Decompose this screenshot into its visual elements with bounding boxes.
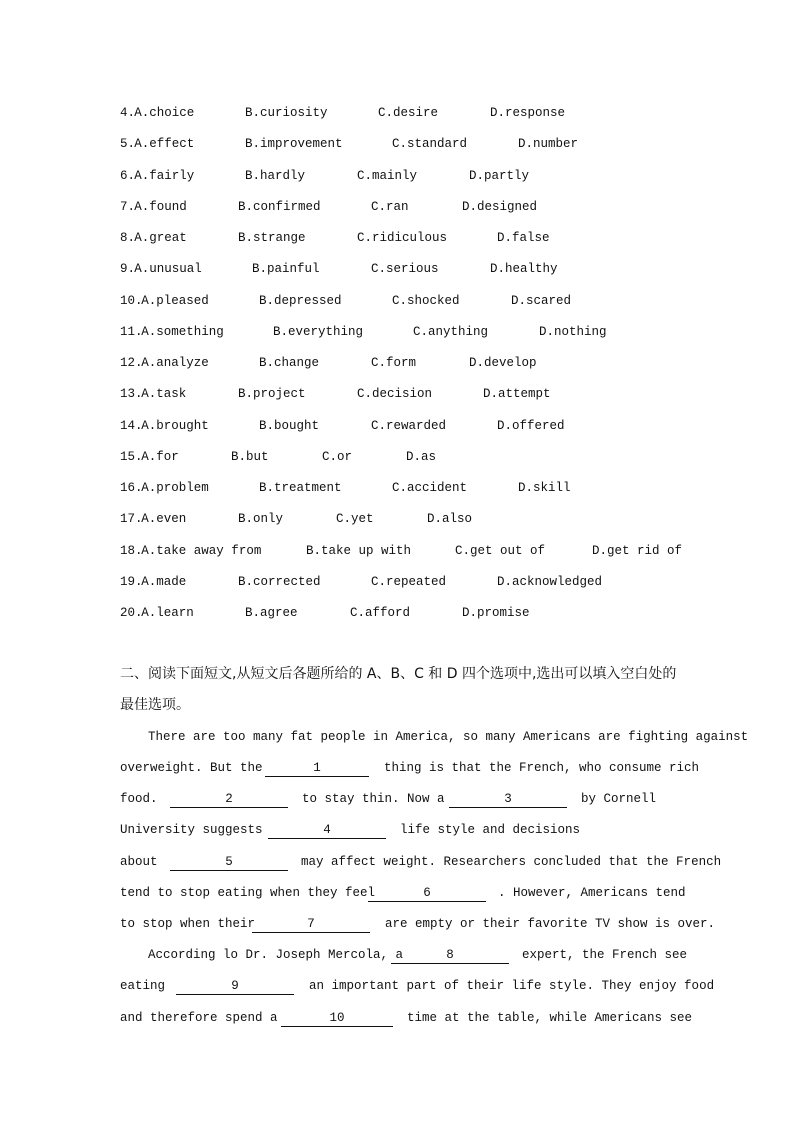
option-c: C.decision bbox=[357, 387, 433, 402]
option-row bbox=[0, 450, 794, 470]
passage-line-3 bbox=[120, 792, 676, 814]
passage-text: . However, Americans tend bbox=[498, 886, 686, 900]
option-a: A.fairly bbox=[134, 168, 195, 183]
blank-8: 8 bbox=[391, 948, 509, 964]
option-d: D.healthy bbox=[490, 262, 558, 277]
question-number: 7. bbox=[120, 199, 136, 214]
passage-line-1 bbox=[120, 730, 749, 752]
option-row bbox=[0, 606, 794, 626]
option-a: A.something bbox=[141, 324, 224, 339]
question-number: 18. bbox=[120, 543, 143, 558]
option-row bbox=[0, 325, 794, 345]
option-a: A.for bbox=[141, 449, 179, 464]
option-c: C.desire bbox=[378, 106, 439, 120]
option-b: B.everything bbox=[273, 324, 364, 339]
option-d: D.false bbox=[497, 231, 550, 245]
passage-text: eating bbox=[120, 979, 166, 993]
question-number: 13. bbox=[120, 387, 143, 402]
option-b: B.bought bbox=[259, 418, 320, 433]
option-row bbox=[0, 231, 794, 251]
question-number: 11. bbox=[120, 324, 143, 339]
option-b: B.only bbox=[238, 512, 284, 527]
option-c: C.ridiculous bbox=[357, 231, 448, 245]
blank-2: 2 bbox=[170, 792, 288, 808]
question-number: 12. bbox=[120, 356, 143, 370]
option-a: A.found bbox=[134, 199, 187, 214]
option-c: C.form bbox=[371, 356, 417, 370]
option-d: D.scared bbox=[511, 293, 572, 308]
option-a: A.pleased bbox=[141, 293, 209, 308]
passage-text: tend to stop eating when they feel bbox=[120, 886, 376, 900]
passage-text: and therefore spend a bbox=[120, 1011, 278, 1025]
passage-text: thing is that the French, who consume rich bbox=[384, 761, 700, 775]
question-number: 19. bbox=[120, 574, 143, 589]
section-heading-line2: 最佳选项。 bbox=[120, 697, 190, 713]
option-c: C.serious bbox=[371, 262, 439, 277]
question-number: 15. bbox=[120, 449, 143, 464]
passage-text: expert, the French see bbox=[522, 948, 688, 962]
option-c: C.standard bbox=[392, 137, 468, 152]
passage-text: life style and decisions bbox=[400, 823, 581, 837]
passage-text: to stop when their bbox=[120, 917, 256, 931]
passage-text: may affect weight. Researchers concluded that the French bbox=[301, 855, 722, 869]
passage-line-7 bbox=[120, 917, 716, 939]
passage-text: by Cornell bbox=[581, 792, 657, 806]
option-a: A.learn bbox=[141, 606, 194, 620]
blank-9: 9 bbox=[176, 979, 294, 995]
option-d: D.designed bbox=[462, 199, 538, 214]
option-a: A.task bbox=[141, 387, 187, 402]
passage-text: food. bbox=[120, 792, 158, 806]
option-row bbox=[0, 512, 794, 532]
option-c: C.yet bbox=[336, 512, 374, 527]
option-a: A.problem bbox=[141, 481, 209, 495]
option-d: D.response bbox=[490, 106, 566, 120]
option-d: D.skill bbox=[518, 481, 571, 495]
passage-line-8 bbox=[120, 948, 688, 970]
option-d: D.attempt bbox=[483, 387, 551, 402]
option-c: C.rewarded bbox=[371, 418, 447, 433]
option-c: C.mainly bbox=[357, 168, 418, 183]
passage-text: about bbox=[120, 855, 158, 869]
passage-text: an important part of their life style. They enjoy food bbox=[309, 979, 715, 993]
option-d: D.partly bbox=[469, 168, 530, 183]
passage-line-9 bbox=[120, 979, 715, 1001]
option-a: A.effect bbox=[134, 137, 195, 152]
option-a: A.even bbox=[141, 512, 187, 527]
passage-text: There are too many fat people in America, so many Americans are fighting against bbox=[148, 730, 749, 744]
blank-4: 4 bbox=[268, 823, 386, 839]
option-d: D.nothing bbox=[539, 324, 607, 339]
option-a: A.made bbox=[141, 574, 187, 589]
option-row bbox=[0, 481, 794, 501]
passage-text: time at the table, while Americans see bbox=[407, 1011, 693, 1025]
option-c: C.ran bbox=[371, 199, 409, 214]
option-a: A.choice bbox=[134, 106, 195, 120]
option-b: B.agree bbox=[245, 606, 298, 620]
question-number: 16. bbox=[120, 481, 143, 495]
blank-6: 6 bbox=[368, 886, 486, 902]
option-a: A.brought bbox=[141, 418, 209, 433]
question-number: 5. bbox=[120, 137, 136, 152]
passage-line-6 bbox=[120, 886, 686, 908]
passage-text: University suggests bbox=[120, 823, 263, 837]
option-c: C.repeated bbox=[371, 574, 447, 589]
blank-3: 3 bbox=[449, 792, 567, 808]
blank-10: 10 bbox=[281, 1011, 393, 1027]
passage-line-2 bbox=[120, 761, 700, 783]
option-b: B.improvement bbox=[245, 137, 343, 152]
option-row bbox=[0, 419, 794, 439]
question-number: 14. bbox=[120, 418, 143, 433]
option-row bbox=[0, 387, 794, 407]
option-c: C.accident bbox=[392, 481, 468, 495]
option-b: B.change bbox=[259, 356, 320, 370]
option-b: B.curiosity bbox=[245, 106, 328, 120]
option-row bbox=[0, 169, 794, 189]
option-c: C.anything bbox=[413, 324, 489, 339]
blank-7: 7 bbox=[252, 917, 370, 933]
passage-line-5 bbox=[120, 855, 722, 877]
option-d: D.develop bbox=[469, 356, 537, 370]
passage-text: overweight. But the bbox=[120, 761, 263, 775]
passage-text: According lo Dr. Joseph Mercola, a bbox=[148, 948, 404, 962]
passage-text: are empty or their favorite TV show is over. bbox=[385, 917, 716, 931]
passage-text: to stay thin. Now a bbox=[302, 792, 445, 806]
section-heading-line1: 二、阅读下面短文,从短文后各题所给的 A、B、C 和 D 四个选项中,选出可以填入空白处的 bbox=[120, 666, 677, 682]
option-row bbox=[0, 200, 794, 220]
question-number: 20. bbox=[120, 606, 143, 620]
blank-5: 5 bbox=[170, 855, 288, 871]
option-row bbox=[0, 544, 794, 564]
option-b: B.hardly bbox=[245, 168, 306, 183]
option-d: D.as bbox=[406, 449, 437, 464]
option-b: B.strange bbox=[238, 231, 306, 245]
option-c: C.shocked bbox=[392, 293, 460, 308]
option-d: D.get rid of bbox=[592, 543, 683, 558]
option-row bbox=[0, 294, 794, 314]
option-a: A.analyze bbox=[141, 356, 209, 370]
blank-1: 1 bbox=[265, 761, 369, 777]
option-b: B.corrected bbox=[238, 574, 321, 589]
option-d: D.promise bbox=[462, 606, 530, 620]
question-number: 9. bbox=[120, 262, 136, 277]
question-number: 10. bbox=[120, 293, 143, 308]
option-d: D.number bbox=[518, 137, 579, 152]
option-b: B.but bbox=[231, 449, 269, 464]
option-row bbox=[0, 356, 794, 376]
option-row bbox=[0, 575, 794, 595]
question-number: 17. bbox=[120, 512, 143, 527]
option-row bbox=[0, 137, 794, 157]
option-b: B.take up with bbox=[306, 543, 412, 558]
option-a: A.great bbox=[134, 231, 187, 245]
option-c: C.afford bbox=[350, 606, 411, 620]
option-c: C.get out of bbox=[455, 543, 546, 558]
option-a: A.unusual bbox=[134, 262, 202, 277]
option-b: B.treatment bbox=[259, 481, 342, 495]
option-c: C.or bbox=[322, 449, 353, 464]
option-b: B.painful bbox=[252, 262, 320, 277]
option-a: A.take away from bbox=[141, 543, 262, 558]
question-number: 6. bbox=[120, 168, 136, 183]
option-b: B.depressed bbox=[259, 293, 342, 308]
option-row bbox=[0, 262, 794, 282]
option-row bbox=[0, 106, 794, 126]
option-d: D.offered bbox=[497, 418, 565, 433]
option-d: D.acknowledged bbox=[497, 574, 603, 589]
option-b: B.confirmed bbox=[238, 199, 321, 214]
option-d: D.also bbox=[427, 512, 473, 527]
section-heading bbox=[120, 659, 680, 721]
question-number: 8. bbox=[120, 231, 136, 245]
passage-line-4 bbox=[120, 823, 676, 845]
question-number: 4. bbox=[120, 106, 136, 120]
passage-line-10 bbox=[120, 1011, 693, 1033]
option-b: B.project bbox=[238, 387, 306, 402]
